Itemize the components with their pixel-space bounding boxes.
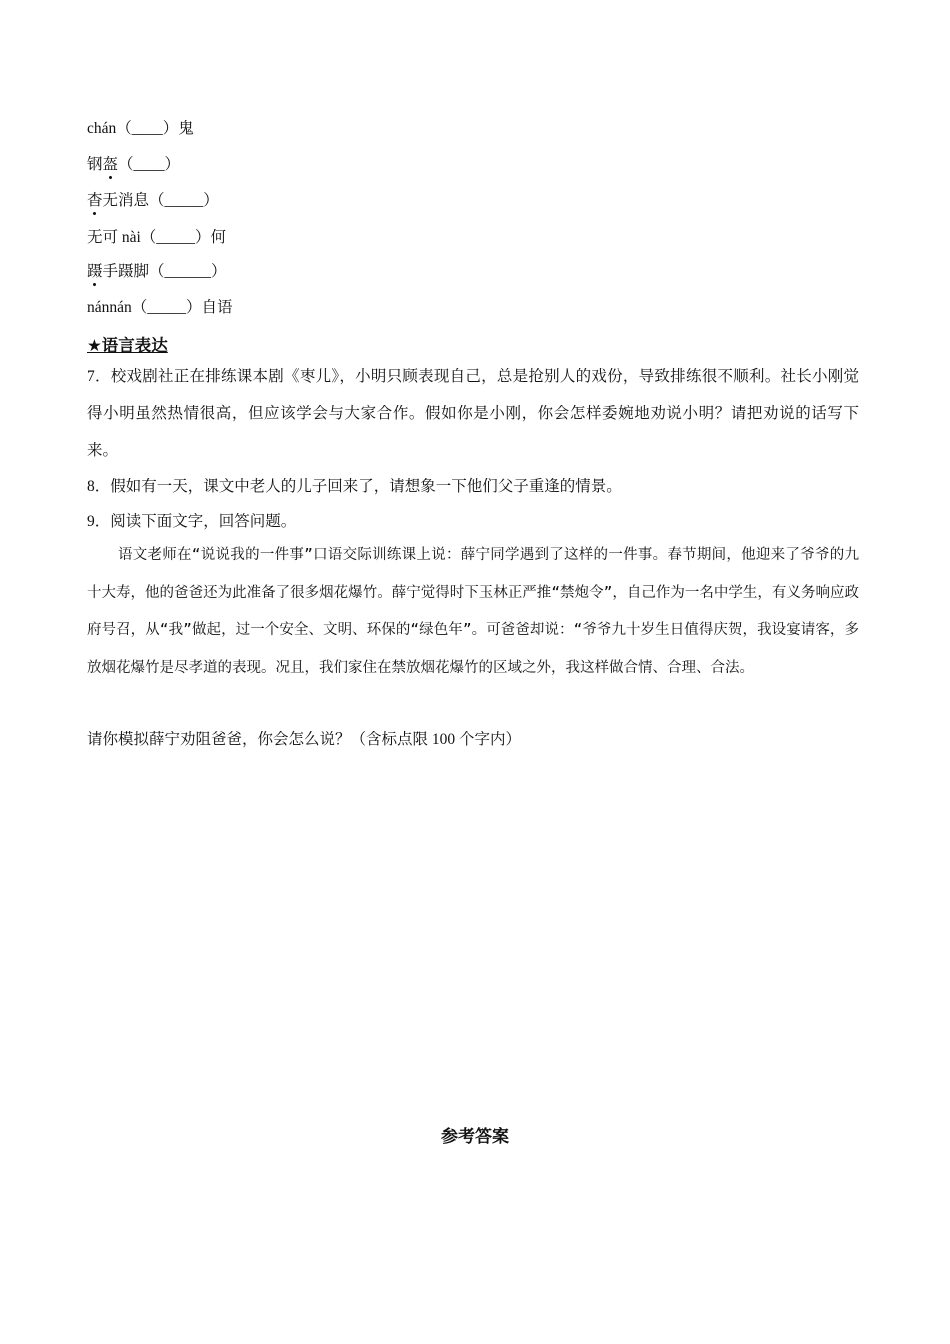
question-7: 7．校戏剧社正在排练课本剧《枣儿》，小明只顾表现自己，总是抢别人的戏份，导致排练很不顺利。社长小刚觉得小明虽然热情很高，但应该学会与大家合作。假如你是小刚，你会怎样委婉地劝说小明？请把劝说的话写下来。 <box>87 368 859 459</box>
vocab-item-3: 杳无消息（_____） <box>87 192 219 209</box>
vocab-item-1: chán（____）鬼 <box>87 120 194 137</box>
emphasis-dot-char: 蹑 <box>87 263 103 280</box>
vocab-item-5: 蹑手蹑脚（______） <box>87 263 227 280</box>
vocab-item-4: 无可 nài（_____）何 <box>87 229 227 246</box>
emphasis-dot-char: 盔 <box>102 156 119 173</box>
question-9: 9．阅读下面文字，回答问题。 <box>87 513 297 530</box>
section-heading: ★语言表达 <box>87 336 168 355</box>
vocab-item-6: nánnán（_____）自语 <box>87 299 233 316</box>
reading-passage: 语文老师在“说说我的一件事”口语交际训练课上说：薛宁同学遇到了这样的一件事。春节期间，他迎来了爷爷的九十大寿，他的爸爸还为此准备了很多烟花爆竹。薛宁觉得时下玉林正严推“禁炮令”，自己作为一名中学生，有义务响应政府号召，从“我”做起，过一个安全、文明、环保的“绿色年”。可爸爸却说：“爷爷九十岁生日值得庆贺，我设宴请客，多放烟花爆竹是尽孝道的表现。况且，我们家住在禁放烟花爆竹的区域之外，我这样做合情、合理、合法。 <box>87 547 859 676</box>
question-8: 8．假如有一天，课文中老人的儿子回来了，请想象一下他们父子重逢的情景。 <box>87 478 622 495</box>
answer-title: 参考答案 <box>441 1127 509 1147</box>
emphasis-dot-char: 杳 <box>87 192 103 209</box>
question-9-prompt: 请你模拟薛宁劝阻爸爸，你会怎么说？（含标点限 100 个字内） <box>87 731 522 748</box>
vocab-item-2: 钢盔（____） <box>87 156 181 173</box>
